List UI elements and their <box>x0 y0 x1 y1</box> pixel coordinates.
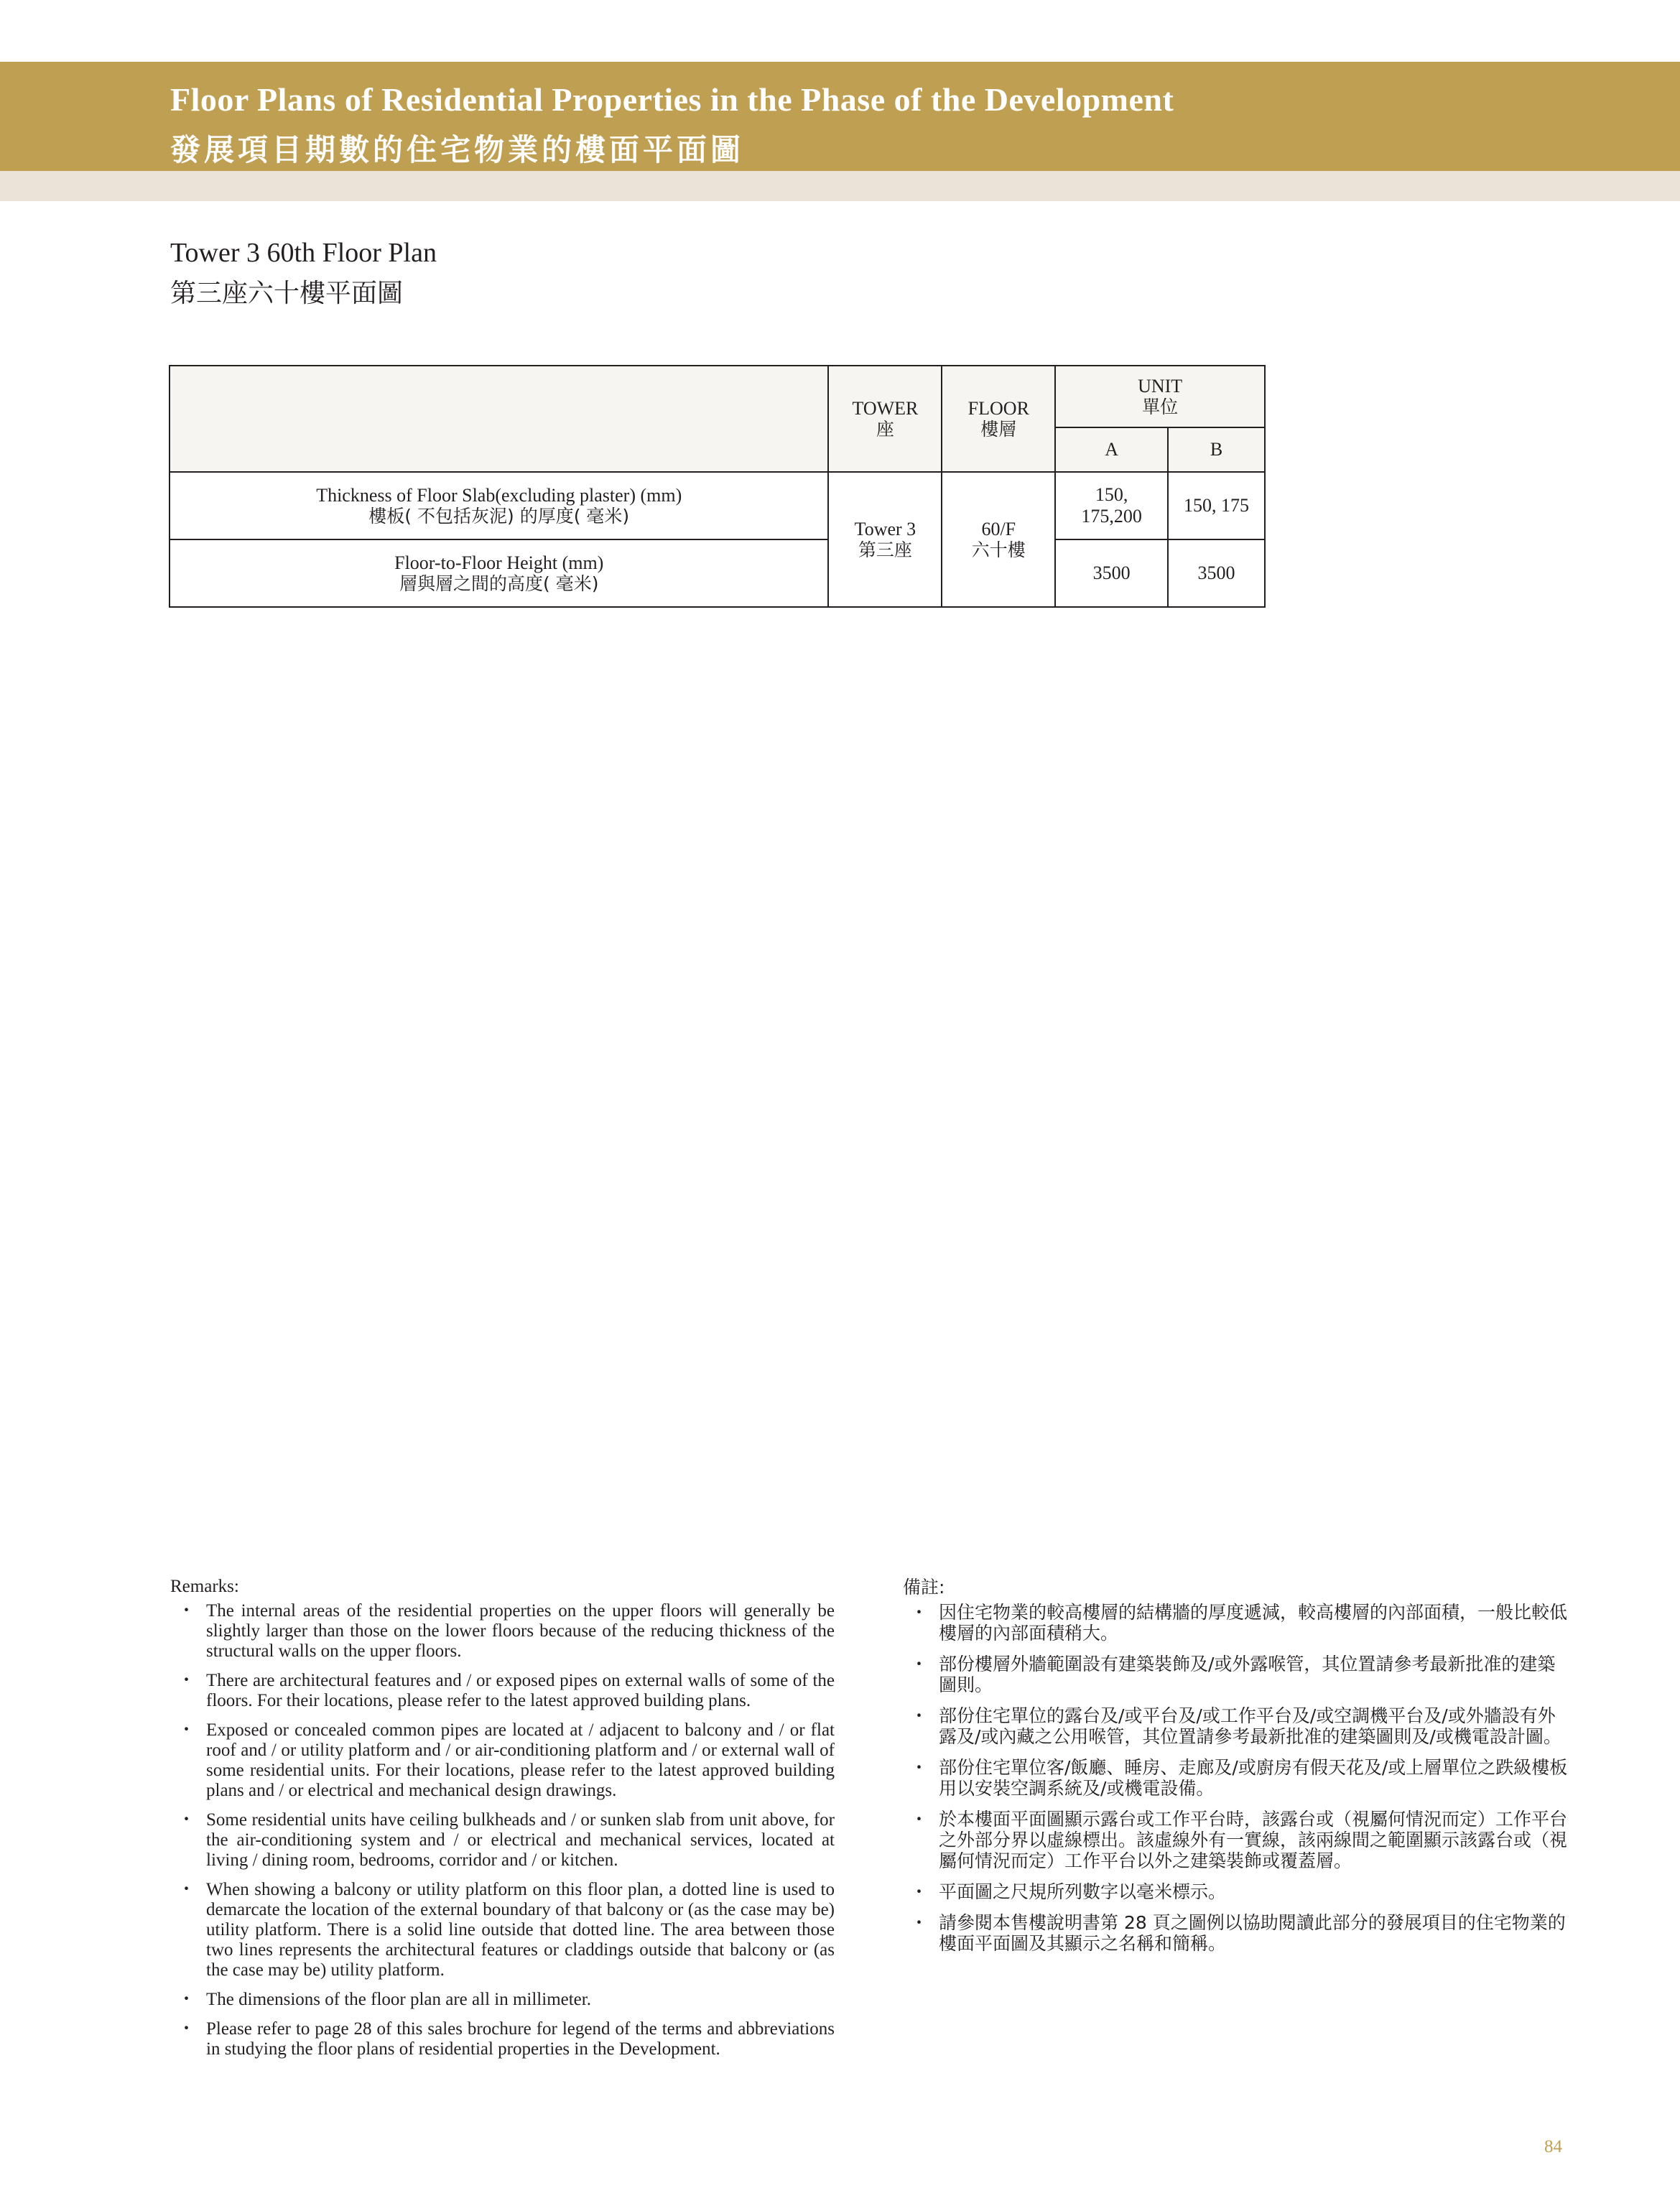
remark-text: When showing a balcony or utility platform on this floor plan, a dotted line is used to demarcate the location of the external boundary of that balcony or (as the case may be) utility platform. There is a solid line outside that dotted line. The area between those two lines represents the architectural features or claddings outside that balcony or (as the case may be) utility platform. <box>206 1880 835 1980</box>
list-item <box>903 1705 1571 1747</box>
bullet-icon: ・ <box>910 1654 929 1674</box>
list-item <box>170 1990 835 2010</box>
header-tower-en: TOWER <box>852 397 919 419</box>
tower-value-en: Tower 3 <box>854 518 916 539</box>
bullet-icon: ・ <box>177 1990 196 2009</box>
header-unit-cell <box>1055 366 1265 427</box>
bullet-icon: ・ <box>910 1809 929 1830</box>
row-label-slab <box>170 472 828 539</box>
remark-text: 於本樓面平面圖顯示露台或工作平台時，該露台或（視屬何情況而定）工作平台之外部分界以虛線標出。該虛線外有一實線，該兩線間之範圍顯示該露台或（視屬何情況而定）工作平台以外之建築裝飾或覆蓋層。 <box>939 1809 1568 1871</box>
header-unit-a: A <box>1055 427 1168 472</box>
list-item <box>170 1880 835 1980</box>
remarks-en <box>170 1577 835 2069</box>
list-item <box>170 1720 835 1801</box>
tower-value-cell <box>828 472 942 607</box>
bullet-icon: ・ <box>177 1720 196 1740</box>
header-unit-zh: 單位 <box>1142 396 1179 417</box>
remark-text: Exposed or concealed common pipes are located at / adjacent to balcony and / or flat roof and / or utility platform and / or air-conditioning platform and / or external wall of some residential units. For their locations, please refer to the latest approved building plans and / or electrical and mechanical design drawings. <box>206 1720 835 1800</box>
tower-value-zh: 第三座 <box>858 539 912 560</box>
bullet-icon: ・ <box>177 1810 196 1830</box>
header-tower-cell <box>828 366 942 472</box>
table-row <box>170 472 1265 539</box>
header-unit-b: B <box>1168 427 1265 472</box>
bullet-icon: ・ <box>910 1881 929 1902</box>
header-floor-cell <box>942 366 1055 472</box>
page-number: 84 <box>1544 2137 1562 2156</box>
remark-text: There are architectural features and / or exposed pipes on external walls of some of the floors. For their locations, please refer to the latest approved building plans. <box>206 1671 835 1710</box>
remarks-zh-list <box>903 1602 1571 1954</box>
header-floor-zh: 樓層 <box>980 418 1017 440</box>
floor-value-zh: 六十樓 <box>971 539 1026 560</box>
list-item <box>170 1601 835 1662</box>
list-item <box>170 1671 835 1711</box>
bullet-icon: ・ <box>177 2019 196 2039</box>
remarks-en-heading: Remarks: <box>170 1577 239 1596</box>
remark-text: 部份住宅單位客/飯廳、睡房、走廊及/或廚房有假天花及/或上層單位之跌級樓板用以安裝空調系統及/或機電設備。 <box>939 1757 1568 1799</box>
row-label-height-zh: 層與層之間的高度( 毫米) <box>399 573 599 594</box>
remark-text: The dimensions of the floor plan are all in millimeter. <box>206 1990 591 2009</box>
remark-text: The internal areas of the residential properties on the upper floors will generally be slightly larger than those on the lower floors because of the reducing thickness of the structural walls on the upper floors. <box>206 1601 835 1661</box>
list-item <box>903 1912 1571 1954</box>
bullet-icon: ・ <box>177 1601 196 1621</box>
remark-text: 請參閱本售樓說明書第 28 頁之圖例以協助閱讀此部分的發展項目的住宅物業的樓面平面圖及其顯示之名稱和簡稱。 <box>939 1912 1566 1954</box>
bullet-icon: ・ <box>910 1705 929 1726</box>
list-item <box>903 1602 1571 1644</box>
slab-unit-a-line1: 150, <box>1095 484 1128 506</box>
bullet-icon: ・ <box>177 1880 196 1899</box>
remarks-en-list <box>170 1601 835 2059</box>
row-label-slab-zh: 樓板( 不包括灰泥) 的厚度( 毫米) <box>368 505 630 527</box>
page-title-zh: 發展項目期數的住宅物業的樓面平面圖 <box>170 132 745 167</box>
bullet-icon: ・ <box>910 1602 929 1623</box>
section-title-en: Tower 3 60th Floor Plan <box>170 238 437 268</box>
remarks-zh-heading: 備註: <box>903 1577 945 1598</box>
slab-unit-b: 150, 175 <box>1168 472 1265 539</box>
remark-text: 部份住宅單位的露台及/或平台及/或工作平台及/或空調機平台及/或外牆設有外露及/或內藏之公用喉管，其位置請參考最新批准的建築圖則及/或機電設計圖。 <box>939 1705 1561 1747</box>
list-item <box>903 1757 1571 1799</box>
row-label-height <box>170 539 828 607</box>
floor-value-cell <box>942 472 1055 607</box>
header-blank-cell <box>170 366 828 472</box>
list-item <box>903 1881 1571 1902</box>
remark-text: Some residential units have ceiling bulkheads and / or sunken slab from unit above, for the air-conditioning system and / or electrical and mechanical services, located at living / dining room, bedrooms, corridor and / or kitchen. <box>206 1810 835 1870</box>
header-unit-en: UNIT <box>1138 375 1183 397</box>
remark-text: 部份樓層外牆範圍設有建築裝飾及/或外露喉管，其位置請參考最新批准的建築圖則。 <box>939 1654 1556 1695</box>
section-title-zh: 第三座六十樓平面圖 <box>170 279 404 308</box>
list-item <box>170 2019 835 2059</box>
bullet-icon: ・ <box>910 1757 929 1778</box>
list-item <box>903 1809 1571 1871</box>
list-item <box>903 1654 1571 1695</box>
slab-unit-a-cell <box>1055 472 1168 539</box>
height-unit-b: 3500 <box>1168 539 1265 607</box>
floor-spec-table <box>169 365 1266 608</box>
remark-text: 因住宅物業的較高樓層的結構牆的厚度遞減，較高樓層的內部面積，一般比較低樓層的內部面積稍大。 <box>939 1602 1568 1644</box>
list-item <box>170 1810 835 1871</box>
remarks-zh <box>903 1577 1571 1964</box>
remark-text: Please refer to page 28 of this sales brochure for legend of the terms and abbreviations in studying the floor plans of residential properties in the Development. <box>206 2019 835 2059</box>
header-floor-en: FLOOR <box>967 397 1029 419</box>
remark-text: 平面圖之尺規所列數字以毫米標示。 <box>939 1881 1227 1902</box>
header-tower-zh: 座 <box>876 418 894 440</box>
bullet-icon: ・ <box>910 1912 929 1933</box>
header-strip <box>0 171 1680 201</box>
height-unit-a: 3500 <box>1055 539 1168 607</box>
bullet-icon: ・ <box>177 1671 196 1690</box>
slab-unit-a-line2: 175,200 <box>1081 506 1142 527</box>
page-title-en: Floor Plans of Residential Properties in the Phase of the Development <box>170 81 1174 118</box>
floor-value-en: 60/F <box>981 518 1016 539</box>
row-label-slab-en: Thickness of Floor Slab(excluding plaster) (mm) <box>316 484 682 506</box>
table-row <box>170 539 1265 607</box>
row-label-height-en: Floor-to-Floor Height (mm) <box>394 552 604 573</box>
